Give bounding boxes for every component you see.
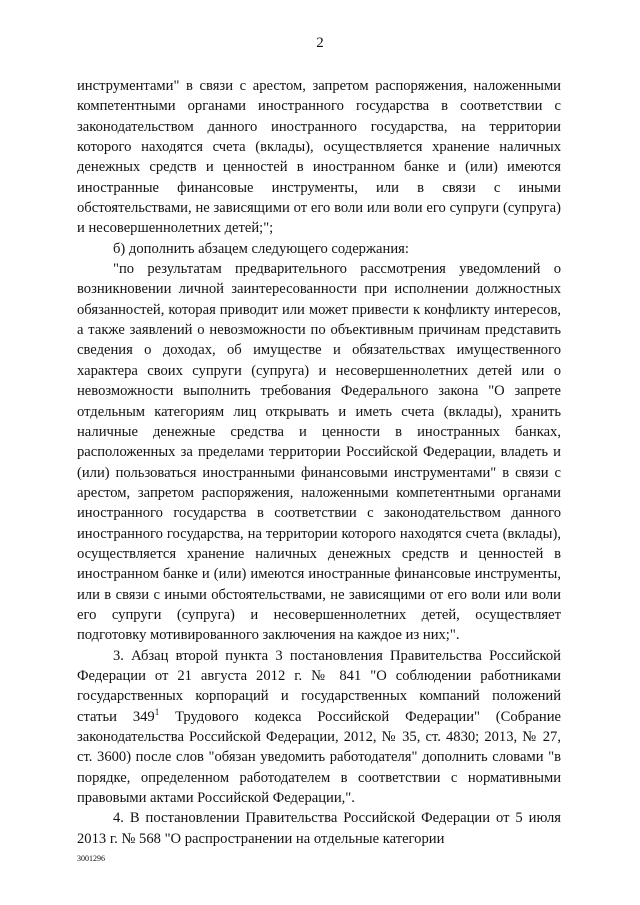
paragraph-item-4: 4. В постановлении Правительства Российской Федерации от 5 июля 2013 г. № 568 "О распространении на отдельные категории — [77, 810, 561, 847]
document-body — [77, 76, 561, 849]
item-3-text-end: Трудового кодекса Российской Федерации" (Собрание законодательства Российской Федерации, 2012, № 35, ст. 4830; 2013, № 27, ст. 3600) после слов "обязан уведомить работодателя" дополнить словами "в порядке, определенном работодателем в соответствии с нормативными правовыми актами Российской Федерации,". — [77, 708, 561, 807]
paragraph-b-intro: б) дополнить абзацем следующего содержания: — [113, 240, 409, 257]
page-number: 2 — [316, 35, 324, 51]
paragraph-continuation: инструментами" в связи с арестом, запретом распоряжения, наложенными компетентными органами иностранного государства в соответствии с законодательством данного иностранного государства, на территории которого находятся счета (вклады), осуществляется хранение наличных денежных средств и ценностей в иностранном банке и (или) имеются иностранные финансовые инструменты, или в связи с иными обстоятельствами, не зависящими от его воли или воли его супруги (супруга) и несовершеннолетних детей;"; — [77, 78, 561, 237]
paragraph-item-3 — [77, 646, 561, 809]
document-code: 3001296 — [77, 854, 105, 863]
paragraph-quoted-addition: "по результатам предварительного рассмотрения уведомлений о возникновении личной заинтересованности при исполнении должностных обязанностей, которая приводит или может привести к конфликту интересов, а также заявлений о невозможности по объективным причинам представить сведения о доходах, об имуществе и обязательствах имущественного характера своих супруги (супруга) и несовершеннолетних детей или о невозможности выполнить требования Федерального закона "О запрете отдельным категориям лиц открывать и иметь счета (вклады), хранить наличные денежные средства и ценности в иностранных банках, расположенных за пределами территории Российской Федерации, владеть и (или) пользоваться иностранными финансовыми инструментами" в связи с арестом, запретом распоряжения, наложенными компетентными органами иностранного государства в соответствии с законодательством данного иностранного государства, на территории которого находятся счета (вклады), осуществляется хранение наличных денежных средств и ценностей в иностранном банке и (или) имеются иностранные финансовые инструменты, или в связи с иными обстоятельствами, не зависящими от его воли или воли его супруги (супруга) и несовершеннолетних детей, осуществляет подготовку мотивированного заключения на каждое из них;". — [77, 261, 561, 644]
article-superscript: 1 — [154, 706, 160, 717]
item-3-text-start: 3. Абзац второй пункта 3 постановления Правительства Российской Федерации от 21 августа 2012 г. № 841 "О соблюдении работниками государственных корпораций и государственных компаний положений статьи 349 — [77, 647, 561, 725]
